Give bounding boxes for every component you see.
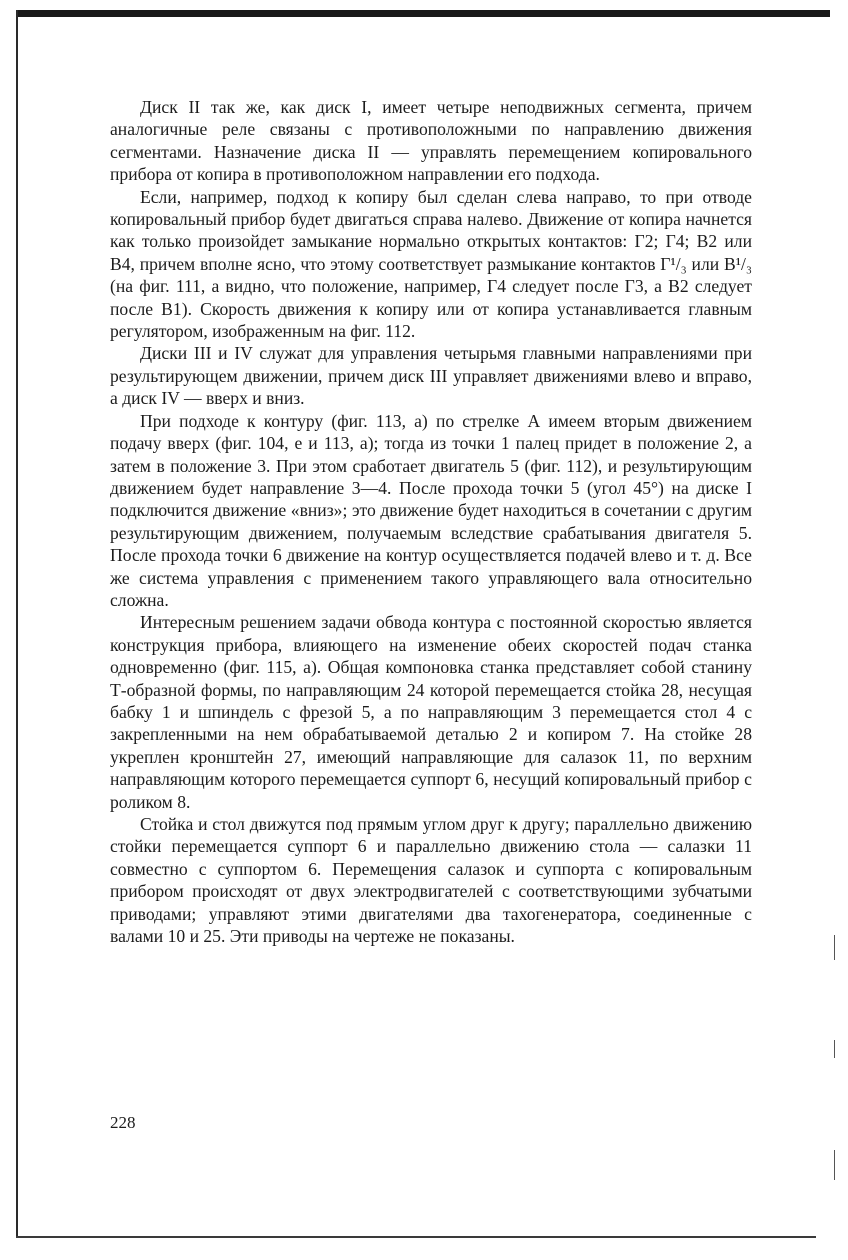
scan-border-top [16, 10, 830, 17]
scan-border-left [16, 10, 18, 1238]
paragraph: При подходе к контуру (фиг. 113, а) по стрелке А имеем вторым движением подачу вверх (фиг. 104, е и 113, а); тогда из точки 1 палец придет в положение 2, а затем в положение 3. При этом сработает двигатель 5 (фиг. 112), и результирующим движением будет направление 3—4. После прохода точки 5 (угол 45°) на диске I подключится движение «вниз»; это движение будет находиться в сочетании с другим результирующим движением, получаемым вследствие срабатывания двигателя 5. После прохода точки 6 движение на контур осуществляется подачей влево и т. д. Все же система управления с применением такого управляющего вала относительно сложна. [110, 410, 752, 610]
paragraph: Диск II так же, как диск I, имеет четыре неподвижных сегмента, причем аналогичные реле связаны с противоположными по направлению движения сегментами. Назначение диска II — управлять перемещением копировального прибора от копира в противоположном направлении его подхода. [110, 97, 752, 185]
scan-mark-right [834, 1040, 835, 1058]
page-body [110, 96, 752, 947]
paragraph: Если, например, подход к копиру был сделан слева направо, то при отводе копировальный прибор будет двигаться справа налево. Движение от копира начнется как только произойдет замыкание нормально открытых контактов: Г2; Г4; В2 или В4, причем вполне ясно, что этому соответствует размыкание контактов Г¹/₃ или В¹/₃ (на фиг. 111, а видно, что положение, например, Г4 следует после Г3, а В2 следует после В1). Скорость движения к копиру или от копира устанавливается главным регулятором, изображенным на фиг. 112. [110, 186, 752, 342]
paragraph: Стойка и стол движутся под прямым углом друг к другу; параллельно движению стойки перемещается суппорт 6 и параллельно движению стола — салазки 11 совместно с суппортом 6. Перемещения салазок и суппорта с копировальным прибором происходят от двух электродвигателей с соответствующими зубчатыми приводами; управляют этими двигателями два тахогенератора, соединенные с валами 10 и 25. Эти приводы на чертеже не показаны. [110, 814, 752, 947]
paragraph: Диски III и IV служат для управления четырьмя главными направлениями при результирующем движении, причем диск III управляет движениями влево и вправо, а диск IV — вверх и вниз. [110, 343, 752, 409]
page-number: 228 [110, 1113, 136, 1132]
paragraph: Интересным решением задачи обвода контура с постоянной скоростью является конструкция прибора, влияющего на изменение обеих скоростей подач станка одновременно (фиг. 115, а). Общая компоновка станка представляет собой станину Т-образной формы, по направляющим 24 которой перемещается стойка 28, несущая бабку 1 и шпиндель с фрезой 5, а по направляющим 3 перемещается стол 4 с закрепленными на нем обрабатываемой деталью 2 и копиром 7. На стойке 28 укреплен кронштейн 27, имеющий направляющие для салазок 11, по верхним направляющим которого перемещается суппорт 6, несущий копировальный прибор с роликом 8. [110, 612, 752, 812]
scan-mark-right [834, 935, 835, 960]
scan-border-bottom [16, 1236, 816, 1238]
scan-mark-right [834, 1150, 835, 1180]
